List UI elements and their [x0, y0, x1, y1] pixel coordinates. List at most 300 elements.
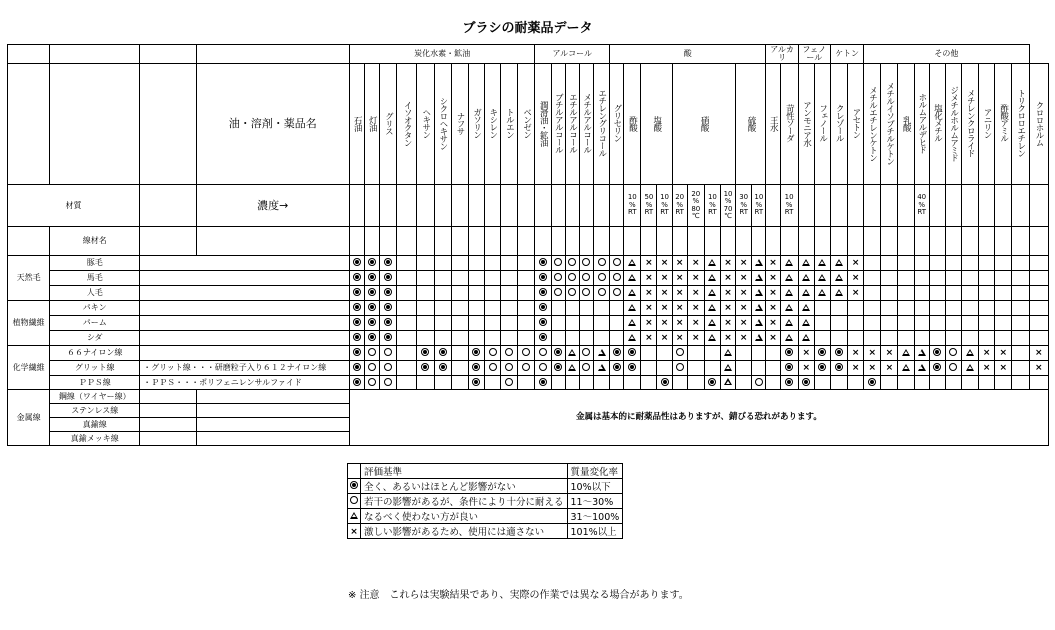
- rating-cell: [518, 256, 535, 271]
- rating-cell: [1029, 256, 1048, 271]
- rating-cell: [468, 316, 484, 331]
- x-icon: [661, 319, 669, 327]
- chemical-name-text: 石油: [352, 115, 363, 131]
- chemical-name: [551, 64, 565, 185]
- double-circle-icon: [353, 318, 361, 326]
- triangle-icon: [628, 334, 636, 341]
- rating-cell: [610, 361, 624, 376]
- circle-icon: [554, 288, 562, 296]
- rating-cell: [830, 271, 847, 286]
- rating-cell: [349, 331, 364, 346]
- circle-icon: [613, 273, 621, 281]
- double-circle-icon: [368, 303, 376, 311]
- rating-cell: [720, 376, 735, 390]
- rating-cell: [434, 376, 451, 390]
- rating-cell: [624, 361, 641, 376]
- rating-cell: [434, 316, 451, 331]
- rating-cell: [501, 316, 518, 331]
- rating-cell: [1012, 376, 1029, 390]
- rating-cell: [898, 271, 914, 286]
- circle-icon: [568, 258, 576, 266]
- rating-cell: [914, 301, 929, 316]
- chemical-name-text: アセトン: [850, 108, 861, 138]
- rating-cell: [720, 271, 735, 286]
- rating-cell: [881, 331, 898, 346]
- x-icon: [769, 334, 777, 342]
- rating-cell: [814, 286, 830, 301]
- circle-icon: [539, 348, 547, 356]
- rating-cell: [610, 376, 624, 390]
- rating-cell: [451, 331, 468, 346]
- rating-cell: [720, 331, 735, 346]
- x-icon: [1035, 364, 1043, 372]
- material-name: パキン: [50, 301, 140, 316]
- triangle-icon: [835, 274, 843, 281]
- rating-cell: [814, 346, 830, 361]
- x-icon: [676, 304, 684, 312]
- double-circle-icon: [353, 258, 361, 266]
- rating-cell: [914, 286, 929, 301]
- x-icon: [769, 259, 777, 267]
- rating-cell: [995, 361, 1012, 376]
- rating-cell: [780, 376, 798, 390]
- rating-cell: [881, 286, 898, 301]
- rating-cell: [417, 361, 434, 376]
- rating-cell: [484, 346, 500, 361]
- blank-cell: [434, 227, 451, 256]
- rating-cell: [979, 316, 995, 331]
- rating-cell: [798, 346, 814, 361]
- rating-cell: [364, 376, 379, 390]
- triangle-icon: [966, 349, 974, 356]
- circle-icon: [568, 273, 576, 281]
- chemical-name: [961, 64, 978, 185]
- rating-cell: [704, 346, 720, 361]
- triangle-icon: [755, 289, 763, 296]
- x-icon: [724, 319, 732, 327]
- rating-cell: [610, 301, 624, 316]
- rating-cell: [830, 256, 847, 271]
- rating-cell: [672, 316, 687, 331]
- double-circle-icon: [384, 303, 392, 311]
- material-name: 豚毛: [50, 256, 140, 271]
- rating-cell: [752, 271, 766, 286]
- x-icon: [661, 289, 669, 297]
- blank-cell: [1012, 227, 1029, 256]
- chemical-name: [484, 64, 500, 185]
- concentration-text: 10: [707, 193, 717, 202]
- blank-cell: [624, 227, 641, 256]
- rating-cell: [349, 286, 364, 301]
- triangle-icon: [708, 319, 716, 326]
- rating-cell: [349, 346, 364, 361]
- rating-cell: [881, 301, 898, 316]
- blank-cell: [196, 390, 349, 404]
- blank-cell: [565, 227, 579, 256]
- circle-icon: [368, 363, 376, 371]
- blank-cell: [798, 227, 814, 256]
- chemical-name-text: クロロホルム: [1034, 100, 1045, 146]
- rating-cell: [864, 376, 881, 390]
- triangle-icon: [785, 304, 793, 311]
- legend-criteria: 全く、あるいはほとんど影響がない: [361, 479, 568, 494]
- concentration-text: RT: [708, 208, 717, 217]
- triangle-icon: [818, 274, 826, 281]
- rating-cell: [672, 346, 687, 361]
- rating-cell: [780, 286, 798, 301]
- rating-cell: [687, 331, 704, 346]
- chemical-name: [468, 64, 484, 185]
- rating-cell: [672, 376, 687, 390]
- rating-cell: [397, 346, 417, 361]
- rating-cell: [914, 331, 929, 346]
- rating-cell: [579, 256, 593, 271]
- rating-cell: [929, 346, 945, 361]
- blank-cell: [140, 432, 196, 446]
- rating-cell: [780, 331, 798, 346]
- double-circle-icon: [539, 378, 547, 386]
- footnote: ※ 注意 これらは実験結果であり、実際の作業では異なる場合があります。: [348, 590, 689, 601]
- blank-cell: [196, 404, 349, 418]
- rating-cell: [720, 256, 735, 271]
- chemical-name: [979, 64, 995, 185]
- double-circle-icon: [835, 348, 843, 356]
- rating-cell: [864, 331, 881, 346]
- concentration-cell: [397, 185, 417, 227]
- concentration-cell: [451, 185, 468, 227]
- rating-cell: [766, 346, 780, 361]
- x-icon: [868, 349, 876, 357]
- concentration-cell: [898, 185, 914, 227]
- rating-cell: [579, 331, 593, 346]
- x-icon: [661, 259, 669, 267]
- blank-cell: [1029, 227, 1048, 256]
- circle-icon: [582, 288, 590, 296]
- blank-cell: [364, 227, 379, 256]
- rating-cell: [579, 316, 593, 331]
- rating-cell: [657, 271, 672, 286]
- chemical-name: [565, 64, 579, 185]
- chemical-name-text: アニリン: [981, 108, 992, 138]
- category-label: 植物繊維: [8, 301, 50, 346]
- rating-cell: [657, 316, 672, 331]
- rating-cell: [848, 271, 864, 286]
- rating-cell: [641, 256, 657, 271]
- rating-cell: [518, 286, 535, 301]
- rating-cell: [780, 301, 798, 316]
- group-header: 酸: [610, 45, 766, 64]
- concentration-cell: [501, 185, 518, 227]
- rating-cell: [1012, 361, 1029, 376]
- rating-cell: [914, 376, 929, 390]
- rating-cell: [579, 286, 593, 301]
- rating-cell: [551, 376, 565, 390]
- chemical-name: [848, 64, 864, 185]
- circle-icon: [489, 348, 497, 356]
- blank-cell: [979, 227, 995, 256]
- rating-cell: [995, 331, 1012, 346]
- x-icon: [740, 259, 748, 267]
- circle-icon: [582, 348, 590, 356]
- chemical-name-text: ベンゼン: [521, 108, 532, 138]
- rating-cell: [551, 286, 565, 301]
- x-icon: [852, 289, 860, 297]
- concentration-cell: [864, 185, 881, 227]
- blank-cell: [140, 404, 196, 418]
- concentration-cell: [610, 185, 624, 227]
- rating-cell: [610, 286, 624, 301]
- rating-cell: [434, 271, 451, 286]
- rating-cell: [1029, 271, 1048, 286]
- rating-cell: [766, 301, 780, 316]
- rating-cell: [468, 346, 484, 361]
- rating-cell: [468, 361, 484, 376]
- rating-cell: [434, 346, 451, 361]
- rating-cell: [814, 376, 830, 390]
- concentration-text: %: [692, 197, 700, 206]
- legend-header-criteria: 評価基準: [361, 464, 568, 479]
- rating-cell: [914, 271, 929, 286]
- x-icon: [999, 349, 1007, 357]
- rating-cell: [961, 376, 978, 390]
- rating-cell: [979, 376, 995, 390]
- concentration-cell: [766, 185, 780, 227]
- chemical-name-text: シクロヘキサン: [437, 96, 448, 150]
- double-circle-icon: [353, 333, 361, 341]
- rating-cell: [518, 376, 535, 390]
- double-circle-icon: [933, 363, 941, 371]
- concentration-cell: [672, 185, 687, 227]
- rating-cell: [830, 361, 847, 376]
- rating-cell: [766, 256, 780, 271]
- concentration-text: 40: [917, 193, 927, 202]
- rating-cell: [736, 316, 752, 331]
- rating-cell: [995, 271, 1012, 286]
- blank-cell: [501, 227, 518, 256]
- x-icon: [676, 319, 684, 327]
- rating-cell: [1012, 331, 1029, 346]
- circle-icon: [582, 273, 590, 281]
- material-name: パーム: [50, 316, 140, 331]
- rating-cell: [766, 286, 780, 301]
- rating-cell: [610, 316, 624, 331]
- blank-cell: [881, 227, 898, 256]
- double-circle-icon: [353, 273, 361, 281]
- double-circle-icon: [439, 363, 447, 371]
- header-blank: [8, 64, 50, 185]
- rating-cell: [417, 301, 434, 316]
- rating-cell: [672, 361, 687, 376]
- x-icon: [692, 259, 700, 267]
- rating-cell: [704, 316, 720, 331]
- concentration-text: 10: [660, 193, 669, 202]
- concentration-cell: [380, 185, 397, 227]
- header-blank: [50, 64, 140, 185]
- circle-icon: [539, 363, 547, 371]
- chemical-name: [898, 64, 914, 185]
- concentration-text: ℃: [724, 211, 732, 220]
- rating-cell: [484, 271, 500, 286]
- rating-cell: [830, 316, 847, 331]
- triangle-icon: [802, 304, 810, 311]
- chemical-name-text: 灯油: [367, 115, 378, 131]
- chemical-name: [830, 64, 847, 185]
- note-cell: [140, 316, 350, 331]
- chemical-name-text: エチレングリコール: [596, 89, 607, 157]
- group-header: フェノール: [798, 45, 830, 64]
- rating-cell: [848, 376, 864, 390]
- chemical-name: [780, 64, 798, 185]
- x-icon: [692, 274, 700, 282]
- legend-criteria: 若干の影響があるが、条件により十分に耐える: [361, 494, 568, 509]
- x-icon: [740, 334, 748, 342]
- double-circle-icon: [472, 378, 480, 386]
- rating-cell: [945, 361, 961, 376]
- x-icon: [740, 304, 748, 312]
- x-icon: [661, 274, 669, 282]
- concentration-cell: [814, 185, 830, 227]
- material-name: 真鍮メッキ線: [50, 432, 140, 446]
- rating-cell: [752, 346, 766, 361]
- rating-cell: [624, 376, 641, 390]
- rating-cell: [979, 256, 995, 271]
- chemical-name-text: イソオクタン: [402, 100, 413, 146]
- material-name: グリット線: [50, 361, 140, 376]
- rating-cell: [881, 271, 898, 286]
- rating-cell: [864, 301, 881, 316]
- double-circle-icon: [933, 348, 941, 356]
- double-circle-icon: [539, 288, 547, 296]
- rating-cell: [945, 346, 961, 361]
- chemical-name: [929, 64, 945, 185]
- rating-cell: [397, 316, 417, 331]
- rating-cell: [641, 316, 657, 331]
- double-circle-icon: [384, 333, 392, 341]
- concentration-cell: [364, 185, 379, 227]
- concentration-text: %: [785, 200, 793, 209]
- chemical-name-text: アンモニア水: [801, 100, 812, 146]
- rating-cell: [593, 316, 609, 331]
- rating-cell: [864, 316, 881, 331]
- chemical-name-text: ジメチルホルムアミド: [948, 85, 959, 161]
- rating-cell: [979, 346, 995, 361]
- blank-cell: [736, 227, 752, 256]
- concentration-cell: [624, 185, 641, 227]
- rating-cell: [657, 301, 672, 316]
- circle-icon: [554, 273, 562, 281]
- rating-cell: [364, 331, 379, 346]
- circle-icon: [350, 496, 358, 504]
- rating-cell: [451, 256, 468, 271]
- rating-cell: [752, 331, 766, 346]
- rating-cell: [518, 271, 535, 286]
- circle-icon: [384, 363, 392, 371]
- concentration-text: RT: [660, 208, 669, 217]
- concentration-text: %: [661, 200, 668, 209]
- rating-cell: [565, 316, 579, 331]
- x-icon: [724, 334, 732, 342]
- circle-icon: [505, 363, 513, 371]
- rating-cell: [929, 271, 945, 286]
- rating-cell: [929, 286, 945, 301]
- rating-cell: [848, 286, 864, 301]
- page-title: ブラシの耐薬品データ: [462, 21, 593, 36]
- triangle-icon: [755, 334, 763, 341]
- rating-cell: [518, 301, 535, 316]
- rating-cell: [929, 256, 945, 271]
- rating-cell: [657, 256, 672, 271]
- rating-cell: [624, 256, 641, 271]
- rating-cell: [898, 361, 914, 376]
- chemical-name: [380, 64, 397, 185]
- triangle-icon: [568, 364, 576, 371]
- rating-cell: [501, 256, 518, 271]
- blank-cell: [8, 227, 50, 256]
- concentration-text: %: [709, 200, 716, 209]
- rating-cell: [641, 286, 657, 301]
- chemical-name-text: 王水: [768, 115, 779, 131]
- x-icon: [852, 274, 860, 282]
- blank-cell: [848, 227, 864, 256]
- blank-cell: [535, 227, 551, 256]
- rating-cell: [898, 256, 914, 271]
- rating-cell: [864, 271, 881, 286]
- circle-icon: [384, 348, 392, 356]
- blank-cell: [914, 227, 929, 256]
- double-circle-icon: [421, 363, 429, 371]
- rating-cell: [687, 316, 704, 331]
- rating-cell: [961, 346, 978, 361]
- legend-rate: 31～100%: [567, 509, 623, 524]
- rating-cell: [380, 331, 397, 346]
- material-name: 馬毛: [50, 271, 140, 286]
- rating-cell: [451, 301, 468, 316]
- chemical-resistance-table: [7, 44, 1049, 446]
- double-circle-icon: [353, 378, 361, 386]
- double-circle-icon: [628, 363, 636, 371]
- rating-cell: [914, 361, 929, 376]
- rating-cell: [830, 376, 847, 390]
- rating-cell: [484, 331, 500, 346]
- concentration-text: 10: [784, 193, 794, 202]
- x-icon: [769, 274, 777, 282]
- concentration-cell: [830, 185, 847, 227]
- rating-cell: [766, 316, 780, 331]
- triangle-icon: [628, 304, 636, 311]
- group-header: ケトン: [830, 45, 863, 64]
- legend-symbol: [348, 494, 361, 509]
- chemical-name-text: グリス: [383, 111, 394, 135]
- circle-icon: [489, 363, 497, 371]
- rating-cell: [961, 316, 978, 331]
- rating-cell: [468, 376, 484, 390]
- rating-cell: [610, 331, 624, 346]
- rating-cell: [798, 361, 814, 376]
- rating-cell: [501, 271, 518, 286]
- concentration-text: RT: [754, 208, 764, 217]
- chemical-name-text: トリクロロエチレン: [1015, 89, 1026, 157]
- rating-cell: [565, 331, 579, 346]
- rating-cell: [672, 271, 687, 286]
- blank-cell: [610, 227, 624, 256]
- rating-cell: [881, 316, 898, 331]
- rating-cell: [752, 301, 766, 316]
- rating-cell: [848, 331, 864, 346]
- rating-cell: [864, 346, 881, 361]
- concentration-cell: [979, 185, 995, 227]
- blank-cell: [961, 227, 978, 256]
- rating-cell: [766, 361, 780, 376]
